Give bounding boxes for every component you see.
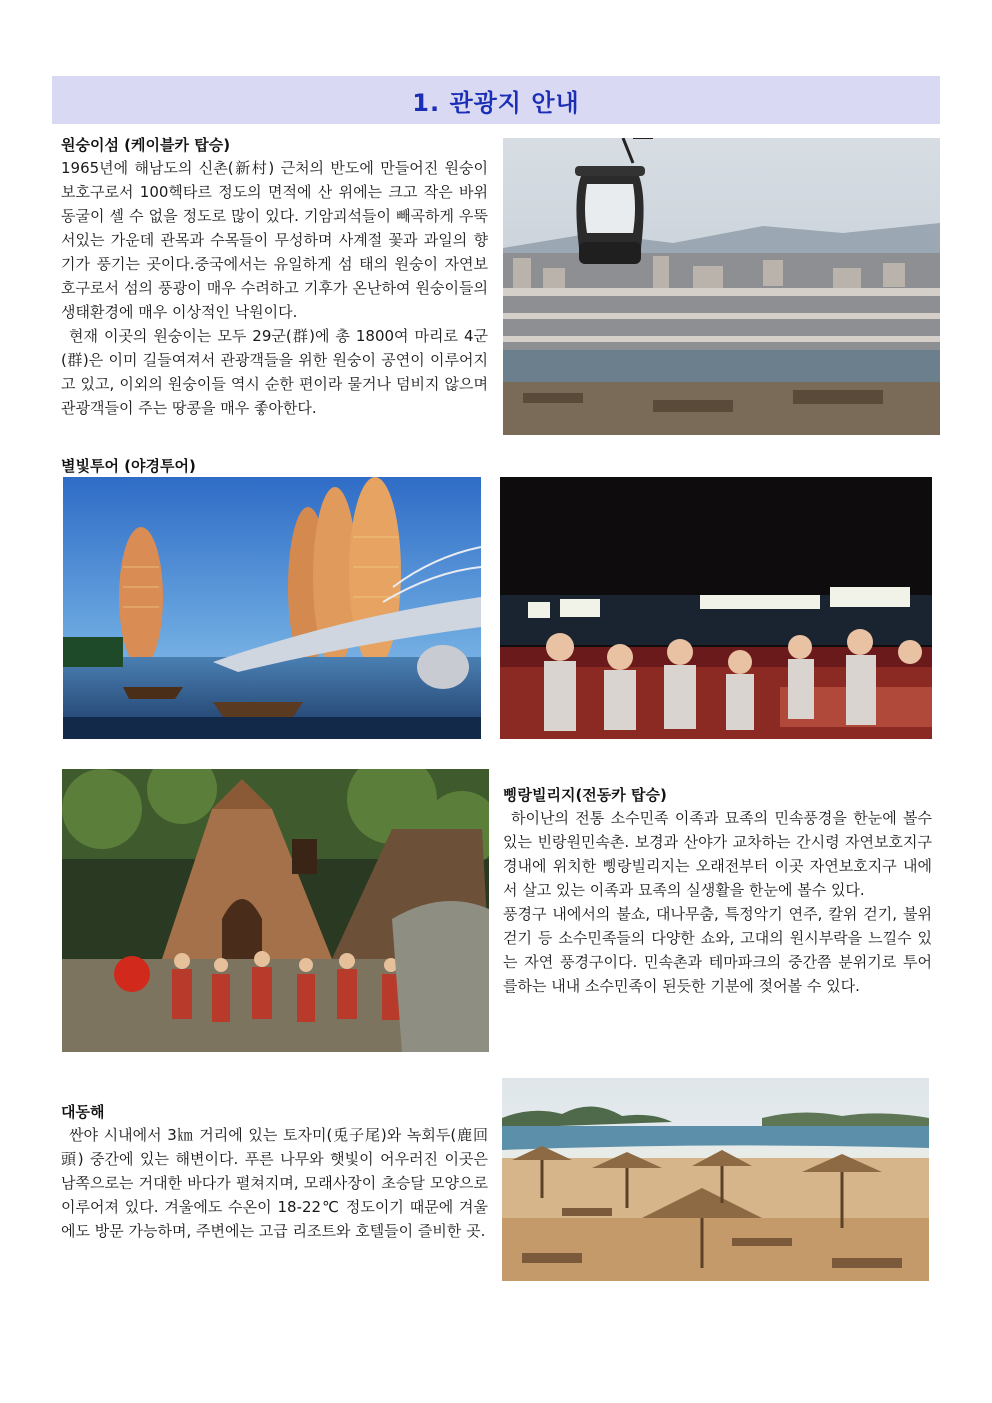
page-title: 1. 관광지 안내 bbox=[412, 88, 580, 117]
night-riverside-crowd-photo bbox=[500, 477, 932, 739]
monkey-island-paragraph-1: 1965년에 해남도의 신촌(新村) 근처의 반도에 만들어진 원숭이 보호구로서 100헥타르 정도의 면적에 산 위에는 크고 작은 바위동굴이 셀 수 없을 정도로 많이 있다. 기암괴석들이 빼곡하게 우뚝 서있는 가운데 관목과 수목들이 무성하며 사계절 꽃과 과일의 향기가 풍기는 곳이다.중국에서는 유일하게 섬 태의 원숭이 자연보호구로서 섬의 풍광이 매우 수려하고 기후가 온난하여 원숭이들의 생태환경에 매우 이상적인 낙원이다. bbox=[61, 159, 488, 321]
section-title-bar bbox=[52, 76, 940, 124]
night-tour-heading: 별빛투어 (야경투어) bbox=[61, 457, 196, 475]
monkey-island-paragraph-2: 현재 이곳의 원숭이는 모두 29군(群)에 총 1800여 마리로 4군(群)은 이미 길들여져서 관광객들을 위한 원숭이 공연이 이루어지고 있고, 이외의 원숭이들 역시 순한 편이라 물거나 덤비지 않으며 관광객들이 주는 땅콩을 매우 좋아한다. bbox=[61, 327, 488, 417]
binglang-village-paragraph-2: 풍경구 내에서의 불쇼, 대나무춤, 특정악기 연주, 칼위 걷기, 불위걷기 등 소수민족들의 다양한 쇼와, 고대의 원시부락을 느낄수 있는 자연 풍경구이다. 민속촌과 테마파크의 중간쯤 분위기로 투어를하는 내내 소수민족이 된듯한 기분에 젖어볼 수 있다. bbox=[503, 905, 932, 995]
cable-car-city-photo bbox=[503, 138, 940, 435]
monkey-island-heading: 원숭이섬 (케이블카 탑승) bbox=[61, 136, 231, 154]
binglang-village-paragraph-1: 하이난의 전통 소수민족 이족과 묘족의 민속풍경을 한눈에 볼수 있는 빈랑원민속촌. 보경과 산야가 교차하는 간시령 자연보호지구경내에 위치한 삥랑빌리지는 오래전부터 이곳 자연보호지구 내에서 살고 있는 이족과 묘족의 실생활을 한눈에 볼수 있다. bbox=[503, 809, 932, 899]
dadonghai-text bbox=[61, 1123, 488, 1243]
binglang-village-heading: 삥랑빌리지(전동카 탑승) bbox=[503, 786, 667, 804]
phoenix-island-night-photo bbox=[63, 477, 481, 739]
dadonghai-beach-photo bbox=[502, 1078, 929, 1281]
binglang-village-text bbox=[503, 806, 932, 998]
monkey-island-text bbox=[61, 156, 488, 420]
dadonghai-heading: 대동해 bbox=[61, 1103, 105, 1121]
dadonghai-paragraph-1: 싼야 시내에서 3㎞ 거리에 있는 토자미(兎子尾)와 녹회두(鹿回頭) 중간에 있는 해변이다. 푸른 나무와 햇빛이 어우러진 이곳은 남쪽으로는 거대한 바다가 펼쳐지며, 모래사장이 초승달 모양으로 이루어져 있다. 겨울에도 수온이 18-22℃ 정도이기 때문에 겨울에도 방문 가능하며, 주변에는 고급 리조트와 호텔들이 즐비한 곳. bbox=[61, 1126, 488, 1240]
binglang-village-show-photo bbox=[62, 769, 489, 1052]
